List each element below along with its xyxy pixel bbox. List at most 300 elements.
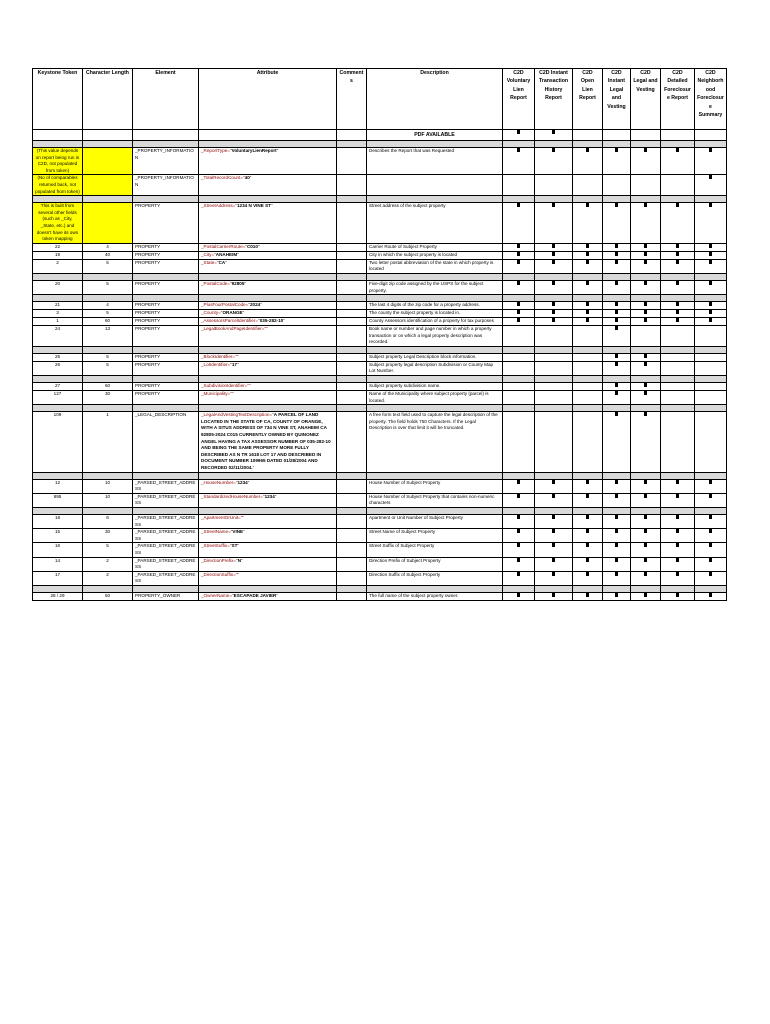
check-mark-icon xyxy=(644,203,647,207)
keystone-token-cell: 16 xyxy=(33,543,83,557)
attribute-name: _AssessorsParcelIdentifier=" xyxy=(201,318,260,324)
attribute-value: A PARCEL OF LAND LOCATED IN THE STATE OF CA, COUNTY OF ORANGE, WITH A SITUS ADDRESS OF 734 N VINE ST, ANAHEIM CA 92805-2024 C015 CURRENTLY OWNED BY QUINONEZ ANGEL HAVING A TAX ASSESSOR NUMBER OF 035-282-10 AND BEING THE SAME PROPERTY MORE FULLY DESCRIBED AS N TR 1618 LOT 17 AND DESCRIBED IN DOCUMENT NUMBER 109965 DATED 01/28/2004 AND RECORDED 02/11/2004. xyxy=(201,412,331,470)
report-availability-cell xyxy=(535,280,573,294)
character-length-cell: 6 xyxy=(83,514,133,528)
attribute-close: " xyxy=(225,259,227,265)
report-availability-cell xyxy=(603,243,631,251)
report-availability-cell xyxy=(661,203,695,244)
element-cell: PROPERTY xyxy=(133,391,199,405)
check-mark-icon xyxy=(586,593,589,597)
report-availability-cell xyxy=(503,571,535,585)
report-availability-cell xyxy=(603,391,631,405)
report-availability-cell xyxy=(573,203,603,244)
attribute-close: " xyxy=(276,148,279,153)
comments-cell xyxy=(337,493,367,507)
report-availability-cell xyxy=(603,175,631,196)
report-availability-cell xyxy=(603,326,631,347)
check-mark-icon xyxy=(709,529,712,533)
attribute-name: _TotalRecordCount=" xyxy=(201,175,245,181)
description-cell: Describes the Report that was Requested xyxy=(367,148,503,175)
table-row xyxy=(33,251,727,259)
comments-cell xyxy=(337,529,367,543)
report-availability-cell xyxy=(503,259,535,273)
element-cell: PROPERTY xyxy=(133,302,199,310)
report-availability-cell xyxy=(631,353,661,361)
separator-row xyxy=(33,585,727,592)
attribute-name: _LotIdentifier=" xyxy=(201,361,232,367)
report-availability-cell xyxy=(661,529,695,543)
report-availability-cell xyxy=(573,479,603,493)
attribute-close: " xyxy=(237,361,239,367)
report-availability-cell xyxy=(503,412,535,472)
report-availability-cell xyxy=(661,412,695,472)
check-mark-icon xyxy=(615,515,618,519)
element-cell: _PROPERTY_INFORMATION xyxy=(133,175,199,196)
col-element: Element xyxy=(133,69,199,130)
table-row xyxy=(33,557,727,571)
report-availability-cell xyxy=(573,243,603,251)
attribute-name: _StreetAddress=" xyxy=(201,203,237,209)
check-mark-icon xyxy=(586,148,589,152)
element-cell: PROPERTY xyxy=(133,243,199,251)
check-mark-icon xyxy=(517,148,520,152)
keystone-token-cell: 15 xyxy=(33,529,83,543)
report-availability-cell xyxy=(631,251,661,259)
keystone-token-cell: 19 xyxy=(33,251,83,259)
check-mark-icon xyxy=(644,318,647,322)
keystone-token-cell: (No of comparables returned back, not populated from token) xyxy=(33,175,83,196)
report-availability-cell xyxy=(695,543,727,557)
attribute-name: _DirectionSuffix="" xyxy=(201,571,240,577)
table-row xyxy=(33,280,727,294)
col-c2d-neighborhood: C2D Neighborhood Foreclosure Summary xyxy=(695,69,727,130)
check-mark-icon xyxy=(676,558,679,562)
separator-row xyxy=(33,273,727,280)
report-availability-cell xyxy=(695,571,727,585)
keystone-token-cell: 17 xyxy=(33,571,83,585)
report-availability-cell xyxy=(573,251,603,259)
col-keystone-token: Keystone Token xyxy=(33,69,83,130)
report-availability-cell xyxy=(631,391,661,405)
check-mark-icon xyxy=(517,572,520,576)
attribute-value: 1234 N VINE ST xyxy=(236,203,271,209)
report-availability-cell xyxy=(631,479,661,493)
report-availability-cell xyxy=(603,514,631,528)
character-length-cell xyxy=(83,203,133,244)
report-availability-cell xyxy=(603,148,631,175)
report-availability-cell xyxy=(695,175,727,196)
report-availability-cell xyxy=(661,557,695,571)
report-availability-cell xyxy=(603,310,631,318)
character-length-cell: 40 xyxy=(83,251,133,259)
report-availability-cell xyxy=(631,557,661,571)
report-availability-cell xyxy=(631,326,661,347)
comments-cell xyxy=(337,514,367,528)
report-availability-cell xyxy=(661,148,695,175)
report-availability-cell xyxy=(535,203,573,244)
check-mark-icon xyxy=(517,302,520,306)
comments-cell xyxy=(337,326,367,347)
comments-cell xyxy=(337,391,367,405)
table-row xyxy=(33,571,727,585)
comments-cell xyxy=(337,251,367,259)
report-availability-cell xyxy=(661,361,695,375)
check-mark-icon xyxy=(644,494,647,498)
comments-cell xyxy=(337,280,367,294)
report-availability-cell xyxy=(573,571,603,585)
attribute-close: " xyxy=(237,251,239,257)
comments-cell xyxy=(337,310,367,318)
check-mark-icon xyxy=(709,310,712,314)
report-availability-cell xyxy=(503,479,535,493)
attribute-close: " xyxy=(274,493,277,499)
attribute-cell xyxy=(199,310,337,318)
attribute-cell xyxy=(199,383,337,391)
report-availability-cell xyxy=(603,353,631,361)
check-mark-icon xyxy=(676,515,679,519)
report-availability-cell xyxy=(603,543,631,557)
check-mark-icon xyxy=(644,362,647,366)
check-mark-icon xyxy=(552,572,555,576)
check-mark-icon xyxy=(644,354,647,358)
check-mark-icon xyxy=(676,244,679,248)
attribute-cell xyxy=(199,259,337,273)
check-mark-icon xyxy=(517,244,520,248)
description-cell: Direction Prefix of Subject Property xyxy=(367,557,503,571)
attribute-value: ESCAPADE JAVIER xyxy=(233,592,277,598)
table-row xyxy=(33,148,727,175)
attribute-value: N xyxy=(237,557,242,563)
keystone-token-cell: 127 xyxy=(33,391,83,405)
element-cell: _PARSED_STREET_ADDRESS xyxy=(133,557,199,571)
check-mark-icon xyxy=(644,558,647,562)
pdf-available-row xyxy=(33,130,727,141)
report-availability-cell xyxy=(695,479,727,493)
table-row xyxy=(33,326,727,347)
comments-cell xyxy=(337,175,367,196)
report-availability-cell xyxy=(661,243,695,251)
col-character-length: Character Length xyxy=(83,69,133,130)
check-mark-icon xyxy=(552,593,555,597)
col-c2d-open-lien: C2D Open Lien Report xyxy=(573,69,603,130)
report-availability-cell xyxy=(661,543,695,557)
report-availability-cell xyxy=(573,543,603,557)
check-mark-icon xyxy=(517,515,520,519)
check-mark-icon xyxy=(517,203,520,207)
check-mark-icon xyxy=(644,148,647,152)
report-availability-cell xyxy=(661,302,695,310)
report-availability-cell xyxy=(573,259,603,273)
check-mark-icon xyxy=(615,354,618,358)
pdf-available-label: PDF AVAILABLE xyxy=(367,130,503,141)
report-availability-cell xyxy=(695,383,727,391)
report-availability-cell xyxy=(695,302,727,310)
table-row xyxy=(33,318,727,326)
character-length-cell: 13 xyxy=(83,326,133,347)
attribute-value: 40 xyxy=(244,175,250,181)
report-availability-cell xyxy=(535,318,573,326)
character-length-cell: 1 xyxy=(83,412,133,472)
check-mark-icon xyxy=(552,529,555,533)
check-mark-icon xyxy=(517,480,520,484)
report-availability-cell xyxy=(535,302,573,310)
keystone-token-cell: 12 xyxy=(33,479,83,493)
attribute-close: " xyxy=(243,529,245,535)
element-cell: _PARSED_STREET_ADDRESS xyxy=(133,514,199,528)
attribute-cell xyxy=(199,148,337,175)
check-mark-icon xyxy=(552,130,555,134)
check-mark-icon xyxy=(709,318,712,322)
report-availability-cell xyxy=(535,243,573,251)
attribute-cell xyxy=(199,412,337,472)
report-availability-cell xyxy=(535,543,573,557)
table-row xyxy=(33,259,727,273)
report-availability-cell xyxy=(661,514,695,528)
report-availability-cell xyxy=(573,175,603,196)
check-mark-icon xyxy=(644,244,647,248)
table-row xyxy=(33,203,727,244)
separator-row xyxy=(33,295,727,302)
check-mark-icon xyxy=(709,148,712,152)
attribute-value: ANAHEIM xyxy=(215,251,238,257)
check-mark-icon xyxy=(615,203,618,207)
report-availability-cell xyxy=(631,529,661,543)
keystone-token-cell: This is built from several other fields (such as _City, _State, etc.) and doesn't have its own token mapping xyxy=(33,203,83,244)
report-availability-cell xyxy=(535,571,573,585)
character-length-cell: 30 xyxy=(83,391,133,405)
comments-cell xyxy=(337,259,367,273)
element-cell: PROPERTY xyxy=(133,361,199,375)
report-availability-cell xyxy=(503,243,535,251)
check-mark-icon xyxy=(644,391,647,395)
check-mark-icon xyxy=(676,203,679,207)
report-availability-cell xyxy=(573,514,603,528)
report-availability-cell xyxy=(503,326,535,347)
report-availability-cell xyxy=(603,302,631,310)
comments-cell xyxy=(337,557,367,571)
character-length-cell: 10 xyxy=(83,479,133,493)
attribute-close: " xyxy=(257,243,260,249)
attribute-cell xyxy=(199,361,337,375)
report-availability-cell xyxy=(503,353,535,361)
character-length-cell: 60 xyxy=(83,383,133,391)
col-c2d-instant-legal: C2D Instant Legal and Vesting xyxy=(603,69,631,130)
attribute-name: _LegalBookAndPageIdentifier="" xyxy=(201,326,268,332)
description-cell: Two letter postal abbreviation of the state in which property is located xyxy=(367,259,503,273)
check-mark-icon xyxy=(709,494,712,498)
check-mark-icon xyxy=(586,515,589,519)
report-availability-cell xyxy=(503,251,535,259)
report-availability-cell xyxy=(631,514,661,528)
report-availability-cell xyxy=(661,326,695,347)
attribute-name: _PlusFourPostalCode=" xyxy=(201,302,250,308)
keystone-token-cell: (This value depends on report being run in C2D, not populated from token) xyxy=(33,148,83,175)
attribute-cell xyxy=(199,543,337,557)
report-availability-cell xyxy=(661,280,695,294)
report-availability-cell xyxy=(661,592,695,600)
report-availability-cell xyxy=(503,280,535,294)
element-cell: _PARSED_STREET_ADDRESS xyxy=(133,543,199,557)
description-cell: Street Suffix of Subject Property xyxy=(367,543,503,557)
attribute-cell xyxy=(199,557,337,571)
report-availability-cell xyxy=(535,557,573,571)
character-length-cell: 5 xyxy=(83,543,133,557)
report-availability-cell xyxy=(573,412,603,472)
separator-row xyxy=(33,346,727,353)
table-row xyxy=(33,361,727,375)
report-availability-cell xyxy=(503,383,535,391)
check-mark-icon xyxy=(644,412,647,416)
attribute-close: " xyxy=(241,557,243,563)
keystone-token-cell: 20 xyxy=(33,280,83,294)
table-row xyxy=(33,243,727,251)
element-cell: PROPERTY xyxy=(133,383,199,391)
report-availability-cell xyxy=(603,493,631,507)
comments-cell xyxy=(337,571,367,585)
element-cell: _LEGAL_DESCRIPTION xyxy=(133,412,199,472)
check-mark-icon xyxy=(615,593,618,597)
description-cell: The full name of the subject property owner. xyxy=(367,592,503,600)
check-mark-icon xyxy=(709,175,712,179)
table-row xyxy=(33,391,727,405)
check-mark-icon xyxy=(615,480,618,484)
report-availability-cell xyxy=(661,259,695,273)
report-availability-cell xyxy=(535,326,573,347)
report-availability-cell xyxy=(631,259,661,273)
check-mark-icon xyxy=(552,318,555,322)
report-availability-cell xyxy=(661,493,695,507)
table-row xyxy=(33,493,727,507)
description-cell: Subject property subdivision name. xyxy=(367,383,503,391)
attribute-close: " xyxy=(242,310,245,316)
description-cell: The county the subject property is located in. xyxy=(367,310,503,318)
keystone-token-cell: 26 xyxy=(33,361,83,375)
report-availability-cell xyxy=(535,148,573,175)
report-availability-cell xyxy=(695,280,727,294)
comments-cell xyxy=(337,592,367,600)
check-mark-icon xyxy=(615,494,618,498)
check-mark-icon xyxy=(517,529,520,533)
report-availability-cell xyxy=(695,318,727,326)
report-availability-cell xyxy=(535,412,573,472)
check-mark-icon xyxy=(644,302,647,306)
description-cell: Name of the Municipality where subject property (parcel) is located. xyxy=(367,391,503,405)
report-availability-cell xyxy=(573,318,603,326)
check-mark-icon xyxy=(517,494,520,498)
element-cell: PROPERTY xyxy=(133,318,199,326)
report-availability-cell xyxy=(535,259,573,273)
report-availability-cell xyxy=(535,175,573,196)
attribute-name: _Municipality="" xyxy=(201,391,234,397)
report-availability-cell xyxy=(573,391,603,405)
report-availability-cell xyxy=(503,175,535,196)
check-mark-icon xyxy=(517,130,520,134)
attribute-value: ORANGE xyxy=(222,310,243,316)
check-mark-icon xyxy=(709,558,712,562)
report-availability-cell xyxy=(535,391,573,405)
report-availability-cell xyxy=(573,493,603,507)
keystone-token-cell: 2 xyxy=(33,259,83,273)
check-mark-icon xyxy=(552,543,555,547)
report-availability-cell xyxy=(535,353,573,361)
check-mark-icon xyxy=(517,543,520,547)
attribute-close: " xyxy=(276,592,279,598)
description-cell: A free form text field used to capture the legal description of the property. The field holds 750 Characters. If the Legal Description is over that limit it will be truncated. xyxy=(367,412,503,472)
check-mark-icon xyxy=(615,383,618,387)
attribute-name: _State=" xyxy=(201,259,219,265)
check-mark-icon xyxy=(615,529,618,533)
comments-cell xyxy=(337,479,367,493)
report-availability-cell xyxy=(535,361,573,375)
check-mark-icon xyxy=(586,302,589,306)
comments-cell xyxy=(337,383,367,391)
report-availability-cell xyxy=(535,514,573,528)
report-availability-cell xyxy=(695,243,727,251)
report-availability-cell xyxy=(503,310,535,318)
report-availability-cell xyxy=(603,557,631,571)
check-mark-icon xyxy=(586,318,589,322)
report-availability-cell xyxy=(631,543,661,557)
check-mark-icon xyxy=(676,148,679,152)
description-cell: House Number of Subject Property xyxy=(367,479,503,493)
report-availability-cell xyxy=(661,310,695,318)
check-mark-icon xyxy=(644,593,647,597)
report-availability-cell xyxy=(503,391,535,405)
report-availability-cell xyxy=(695,148,727,175)
character-length-cell: 5 xyxy=(83,259,133,273)
check-mark-icon xyxy=(676,480,679,484)
table-row xyxy=(33,175,727,196)
attribute-close: " xyxy=(247,479,250,485)
report-availability-cell xyxy=(603,592,631,600)
report-availability-cell xyxy=(661,353,695,361)
attribute-close: " xyxy=(249,175,252,181)
check-mark-icon xyxy=(552,203,555,207)
report-availability-cell xyxy=(631,280,661,294)
element-cell: PROPERTY xyxy=(133,259,199,273)
description-cell: Subject property legal description Subdivision or County Map Lot Number. xyxy=(367,361,503,375)
description-cell xyxy=(367,175,503,196)
character-length-cell: 2 xyxy=(83,557,133,571)
check-mark-icon xyxy=(676,281,679,285)
report-availability-cell xyxy=(631,302,661,310)
table-row xyxy=(33,412,727,472)
description-cell: House Number of Subject Property that contains non-numeric characters xyxy=(367,493,503,507)
attribute-cell xyxy=(199,353,337,361)
attribute-value: 2024 xyxy=(250,302,261,308)
description-cell: Apartment or Unit Number of Subject Property xyxy=(367,514,503,528)
col-attribute: Attribute xyxy=(199,69,337,130)
attribute-name: _SubdivisionIdentifier="" xyxy=(201,383,251,389)
character-length-cell: 5 xyxy=(83,310,133,318)
attribute-name: _County=" xyxy=(201,310,223,316)
attribute-name: _ReportType=" xyxy=(201,148,232,153)
attribute-close: " xyxy=(260,302,262,308)
report-availability-cell xyxy=(603,479,631,493)
check-mark-icon xyxy=(644,260,647,264)
report-availability-cell xyxy=(603,318,631,326)
attribute-close: " xyxy=(237,543,240,549)
attribute-name: _City=" xyxy=(201,251,216,257)
check-mark-icon xyxy=(586,281,589,285)
report-availability-cell xyxy=(573,148,603,175)
table-row xyxy=(33,383,727,391)
check-mark-icon xyxy=(709,572,712,576)
element-cell: _PARSED_STREET_ADDRESS xyxy=(133,493,199,507)
comments-cell xyxy=(337,318,367,326)
report-availability-cell xyxy=(573,557,603,571)
check-mark-icon xyxy=(709,515,712,519)
